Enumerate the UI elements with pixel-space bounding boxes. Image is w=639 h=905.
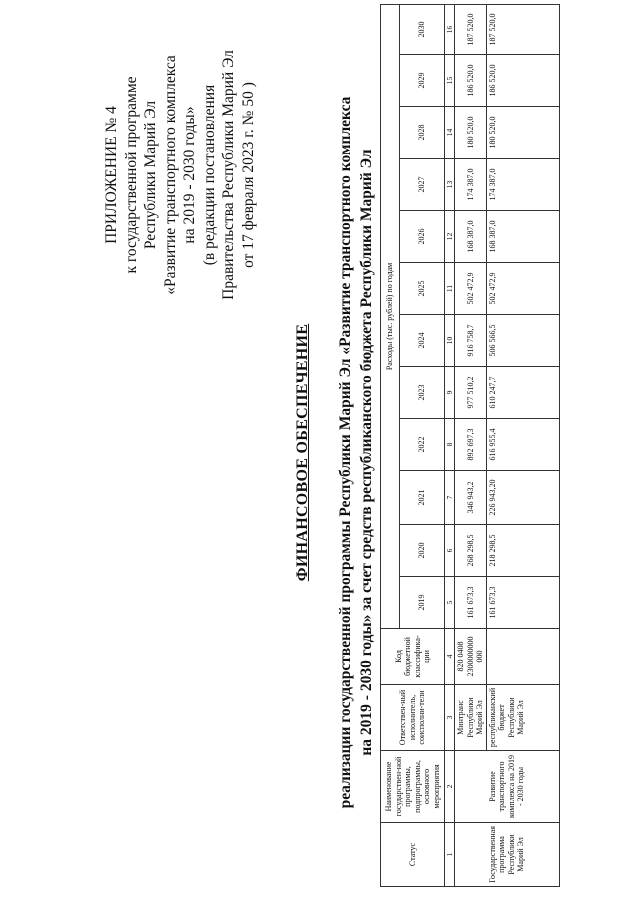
header-year: 2029 <box>400 55 445 107</box>
header-year: 2026 <box>400 211 445 263</box>
row-value: 977 510,2 <box>455 367 487 419</box>
row-value: 161 673,3 <box>486 577 559 629</box>
row-executor: республиканский бюджет Республики Марий Эл <box>486 685 559 751</box>
header-status: Статус <box>381 823 445 887</box>
column-number: 2 <box>445 751 455 823</box>
column-number: 6 <box>445 525 455 577</box>
row-value: 168 387,0 <box>486 211 559 263</box>
row-value: 502 472,9 <box>486 263 559 315</box>
row-code <box>486 629 559 685</box>
header-year: 2027 <box>400 159 445 211</box>
appendix-line: на 2019 - 2030 годы» <box>181 106 198 244</box>
row-name: Развитие транспортного комплекса на 2019 - 2030 годы <box>455 751 560 823</box>
financing-table <box>380 4 560 887</box>
row-value: 502 472,9 <box>455 263 487 315</box>
row-value: 892 697,3 <box>455 419 487 471</box>
row-value: 168 387,0 <box>455 211 487 263</box>
header-expenses: Расходы (тыс. рублей) по годам <box>381 4 400 628</box>
row-status: Государственная программа Республики Марий Эл <box>455 823 560 887</box>
appendix-line: к государственной программе <box>122 76 140 274</box>
row-code: 820 0408 2300000000 000 <box>455 629 487 685</box>
column-number: 11 <box>445 263 455 315</box>
row-value: 180 520,0 <box>455 107 487 159</box>
header-year: 2019 <box>400 577 445 629</box>
appendix-line: от 17 февраля 2023 г. № 50 ) <box>239 82 257 268</box>
table-header-row <box>381 4 400 886</box>
row-value: 506 566,5 <box>486 315 559 367</box>
row-value: 174 387,0 <box>486 159 559 211</box>
header-year: 2020 <box>400 525 445 577</box>
column-number: 1 <box>445 823 455 887</box>
header-year: 2025 <box>400 263 445 315</box>
row-value: 916 758,7 <box>455 315 487 367</box>
row-value: 174 387,0 <box>455 159 487 211</box>
header-year: 2022 <box>400 419 445 471</box>
header-executor: Ответствен-ный исполнитель, соисполни-тели <box>381 685 445 751</box>
row-value: 186 520,0 <box>486 55 559 107</box>
column-number: 12 <box>445 211 455 263</box>
column-number: 15 <box>445 55 455 107</box>
row-value: 186 520,0 <box>455 55 487 107</box>
row-value: 616 955,4 <box>486 419 559 471</box>
column-number: 16 <box>445 4 455 54</box>
document-subtitle-line1: реализации государственной программы Республики Марий Эл «Развитие транспортного комплекса <box>337 96 354 809</box>
row-value: 346 943,2 <box>455 471 487 525</box>
column-number: 9 <box>445 367 455 419</box>
row-value: 180 520,0 <box>486 107 559 159</box>
header-year: 2024 <box>400 315 445 367</box>
row-value: 187 520,0 <box>455 4 487 54</box>
column-number: 8 <box>445 419 455 471</box>
header-name: Наименование государствен-ной программы, подпрограммы, основного мероприятия <box>381 751 445 823</box>
appendix-line: Правительства Республики Марий Эл <box>220 50 237 300</box>
appendix-line: Республики Марий Эл <box>142 100 159 250</box>
header-year: 2023 <box>400 367 445 419</box>
header-year: 2030 <box>400 4 445 54</box>
table-row <box>455 4 487 886</box>
column-number: 10 <box>445 315 455 367</box>
row-value: 268 298,5 <box>455 525 487 577</box>
document-title: ФИНАНСОВОЕ ОБЕСПЕЧЕНИЕ <box>294 323 311 582</box>
appendix-block <box>102 10 258 340</box>
column-number: 13 <box>445 159 455 211</box>
appendix-line: ПРИЛОЖЕНИЕ № 4 <box>103 106 120 244</box>
column-number: 3 <box>445 685 455 751</box>
column-number: 5 <box>445 577 455 629</box>
row-value: 610 247,7 <box>486 367 559 419</box>
row-value: 226 943,20 <box>486 471 559 525</box>
appendix-line: «Развитие транспортного комплекса <box>161 55 179 295</box>
header-year: 2028 <box>400 107 445 159</box>
document-subtitle-line2: на 2019 - 2030 годы» за счет средств республиканского бюджета Республики Марий Эл <box>358 149 375 756</box>
column-number: 4 <box>445 629 455 685</box>
appendix-line: (в редакции постановления <box>200 84 218 266</box>
row-value: 161 673,3 <box>455 577 487 629</box>
header-code: Код бюджетной классифика-ции <box>381 629 445 685</box>
row-value: 218 298,5 <box>486 525 559 577</box>
column-number: 14 <box>445 107 455 159</box>
header-year: 2021 <box>400 471 445 525</box>
row-value: 187 520,0 <box>486 4 559 54</box>
column-number: 7 <box>445 471 455 525</box>
column-numbers-row <box>445 4 455 886</box>
row-executor: Минтранс Республики Марий Эл <box>455 685 487 751</box>
